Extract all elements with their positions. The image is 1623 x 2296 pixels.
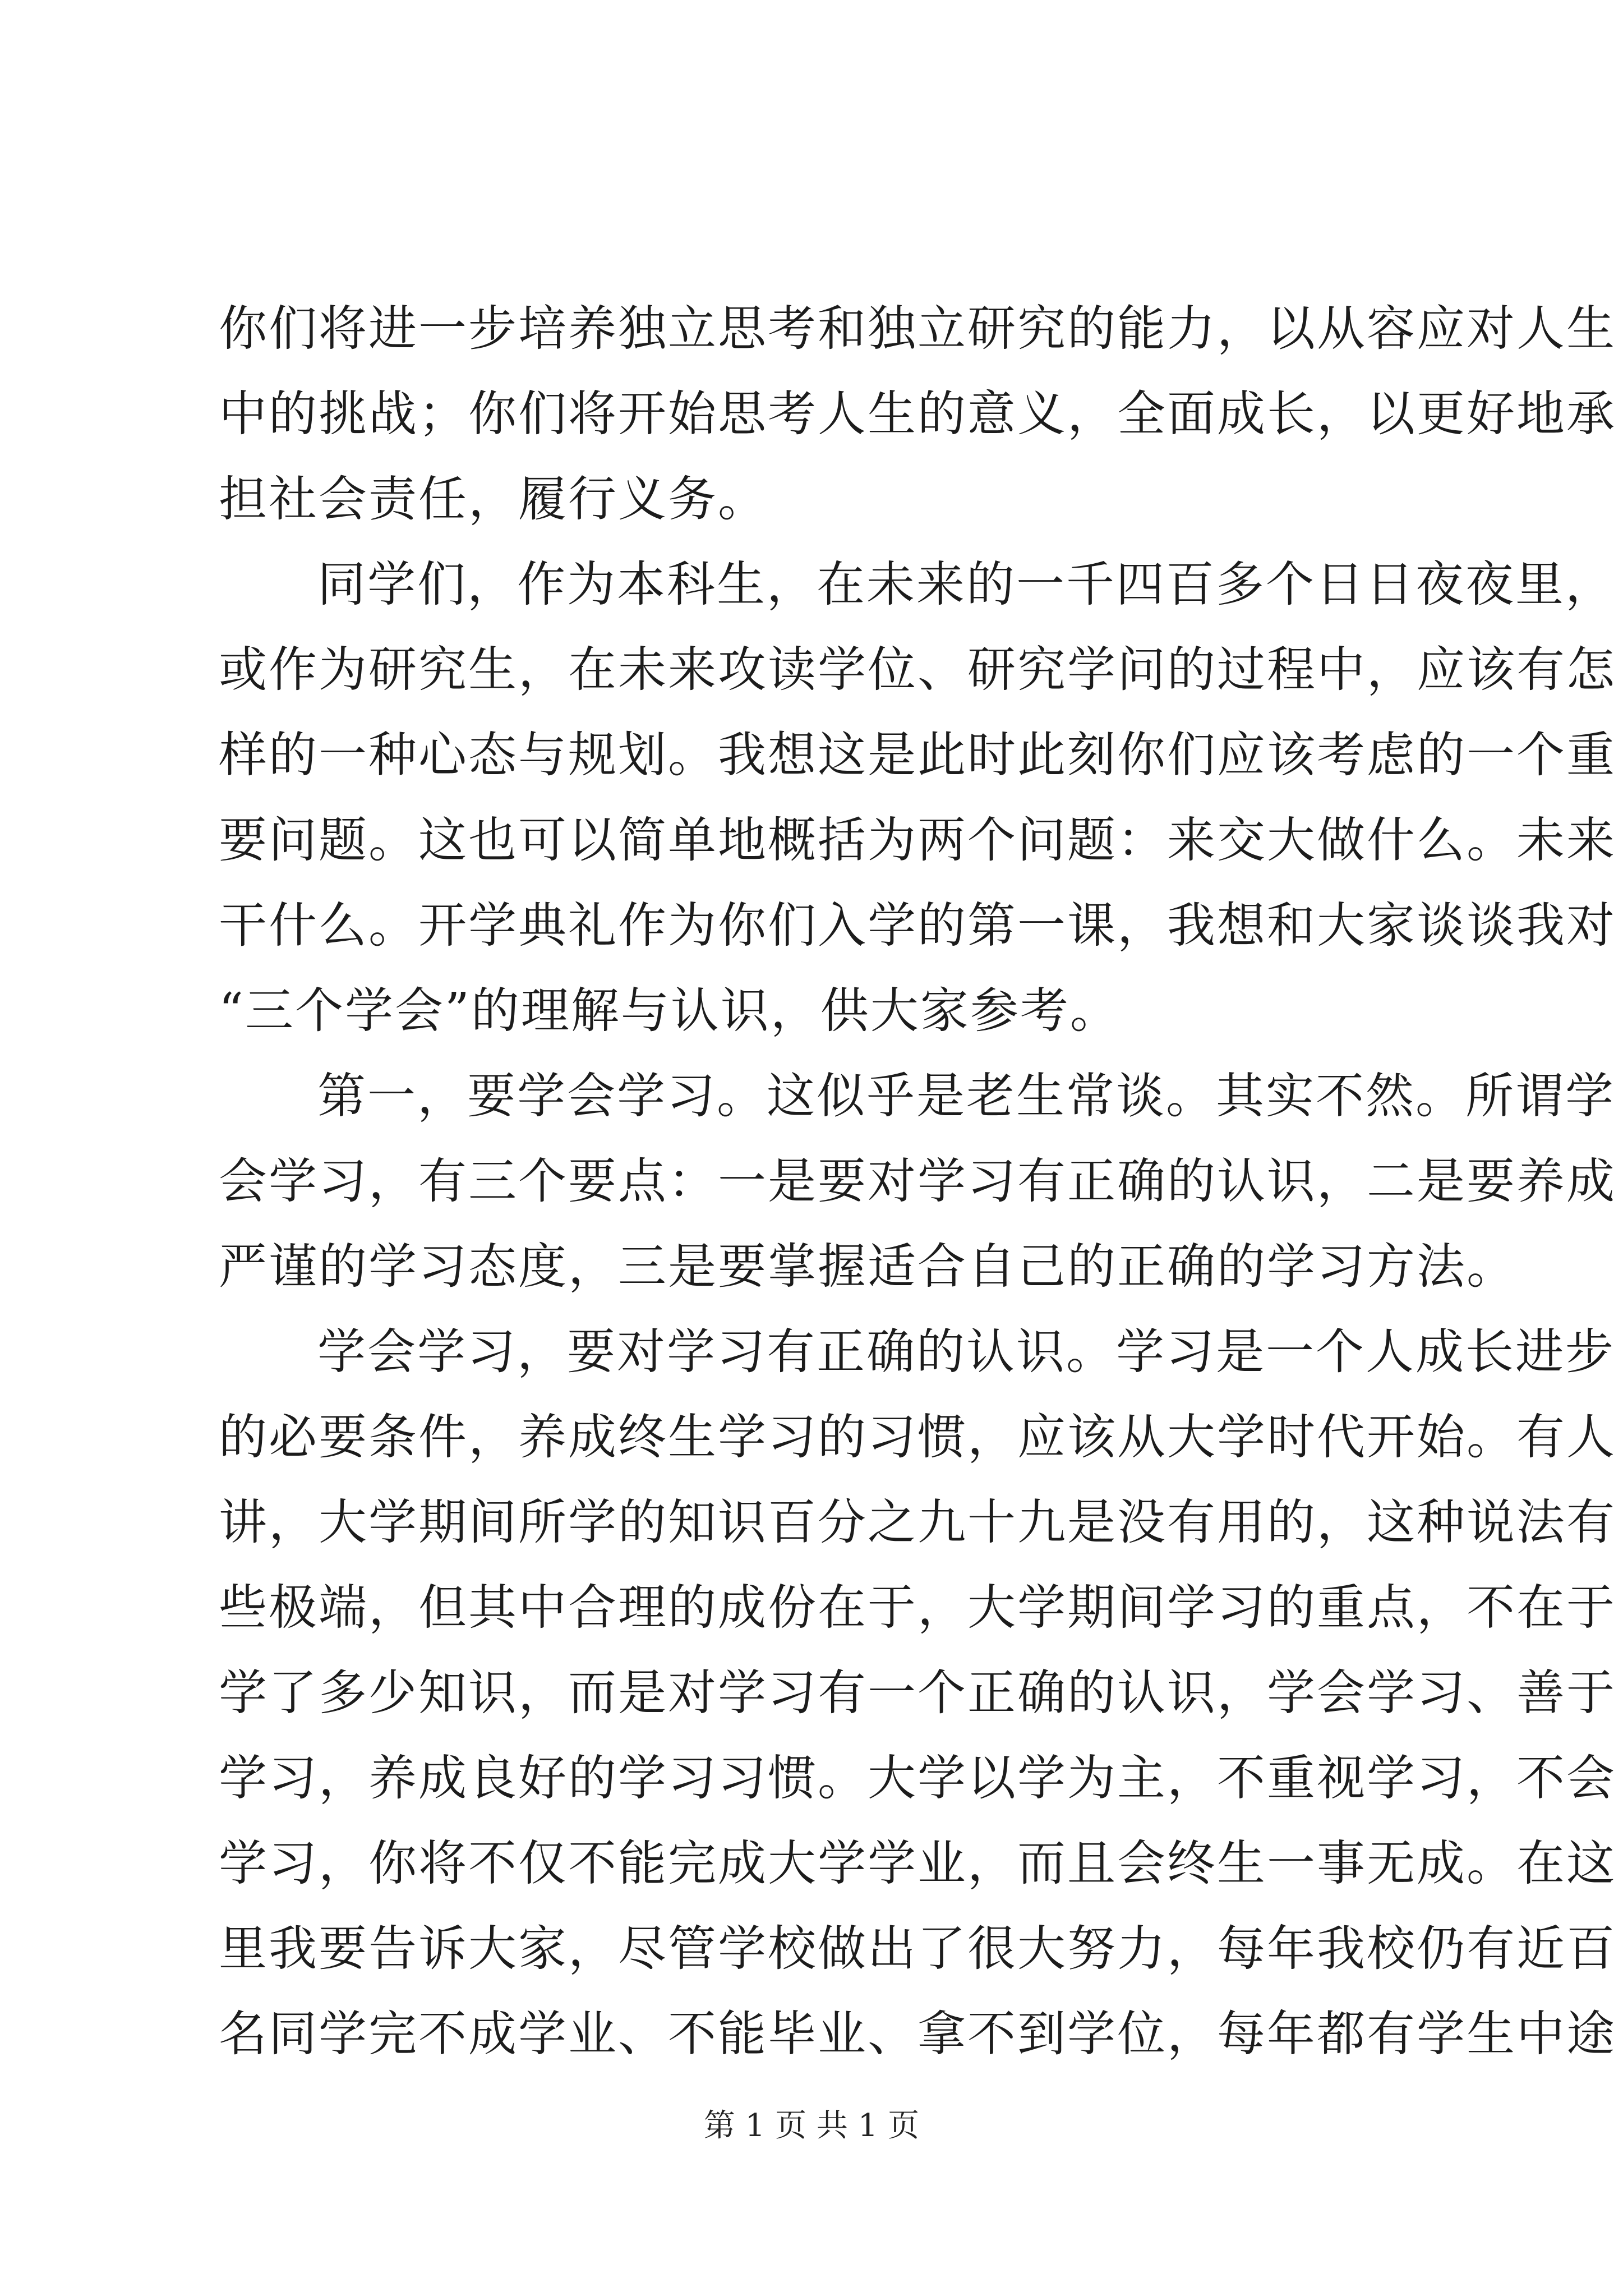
- text-line: 同学们，作为本科生，在未来的一千四百多个日日夜夜里，: [317, 556, 1615, 613]
- page-footer: 第 1 页 共 1 页: [703, 2108, 920, 2144]
- text-line: 学习，你将不仅不能完成大学学业，而且会终生一事无成。在这: [219, 1835, 1616, 1892]
- text-line: 学会学习，要对学习有正确的认识。学习是一个人成长进步: [317, 1324, 1615, 1380]
- text-line: 些极端，但其中合理的成份在于，大学期间学习的重点，不在于: [219, 1580, 1616, 1636]
- text-line: 会学习，有三个要点：一是要对学习有正确的认识，二是要养成: [219, 1153, 1616, 1209]
- text-line: 名同学完不成学业、不能毕业、拿不到学位，每年都有学生中途: [219, 2006, 1616, 2062]
- text-line: 的必要条件，养成终生学习的习惯，应该从大学时代开始。有人: [219, 1409, 1616, 1465]
- text-line: 或作为研究生，在未来攻读学位、研究学问的过程中，应该有怎: [219, 642, 1616, 698]
- text-line: 干什么。开学典礼作为你们入学的第一课，我想和大家谈谈我对: [219, 898, 1616, 954]
- text-line: “三个学会”的理解与认识，供大家参考。: [219, 983, 1120, 1039]
- text-line: 你们将进一步培养独立思考和独立研究的能力，以从容应对人生: [219, 301, 1616, 357]
- text-line: 学习，养成良好的学习习惯。大学以学为主，不重视学习，不会: [219, 1750, 1616, 1806]
- text-line: 中的挑战；你们将开始思考人生的意义，全面成长，以更好地承: [219, 386, 1616, 442]
- text-line: 讲，大学期间所学的知识百分之九十九是没有用的，这种说法有: [219, 1494, 1616, 1550]
- text-line: 样的一种心态与规划。我想这是此时此刻你们应该考虑的一个重: [219, 727, 1616, 783]
- body-text: [219, 286, 1616, 2077]
- text-line: 里我要告诉大家，尽管学校做出了很大努力，每年我校仍有近百: [219, 1921, 1616, 1977]
- text-line: 严谨的学习态度，三是要掌握适合自己的正确的学习方法。: [219, 1239, 1516, 1295]
- text-line: 第一，要学会学习。这似乎是老生常谈。其实不然。所谓学: [317, 1068, 1615, 1124]
- text-line: 担社会责任，履行义务。: [219, 471, 768, 527]
- text-line: 学了多少知识，而是对学习有一个正确的认识，学会学习、善于: [219, 1665, 1616, 1721]
- text-line: 要问题。这也可以简单地概括为两个问题：来交大做什么。未来: [219, 812, 1616, 868]
